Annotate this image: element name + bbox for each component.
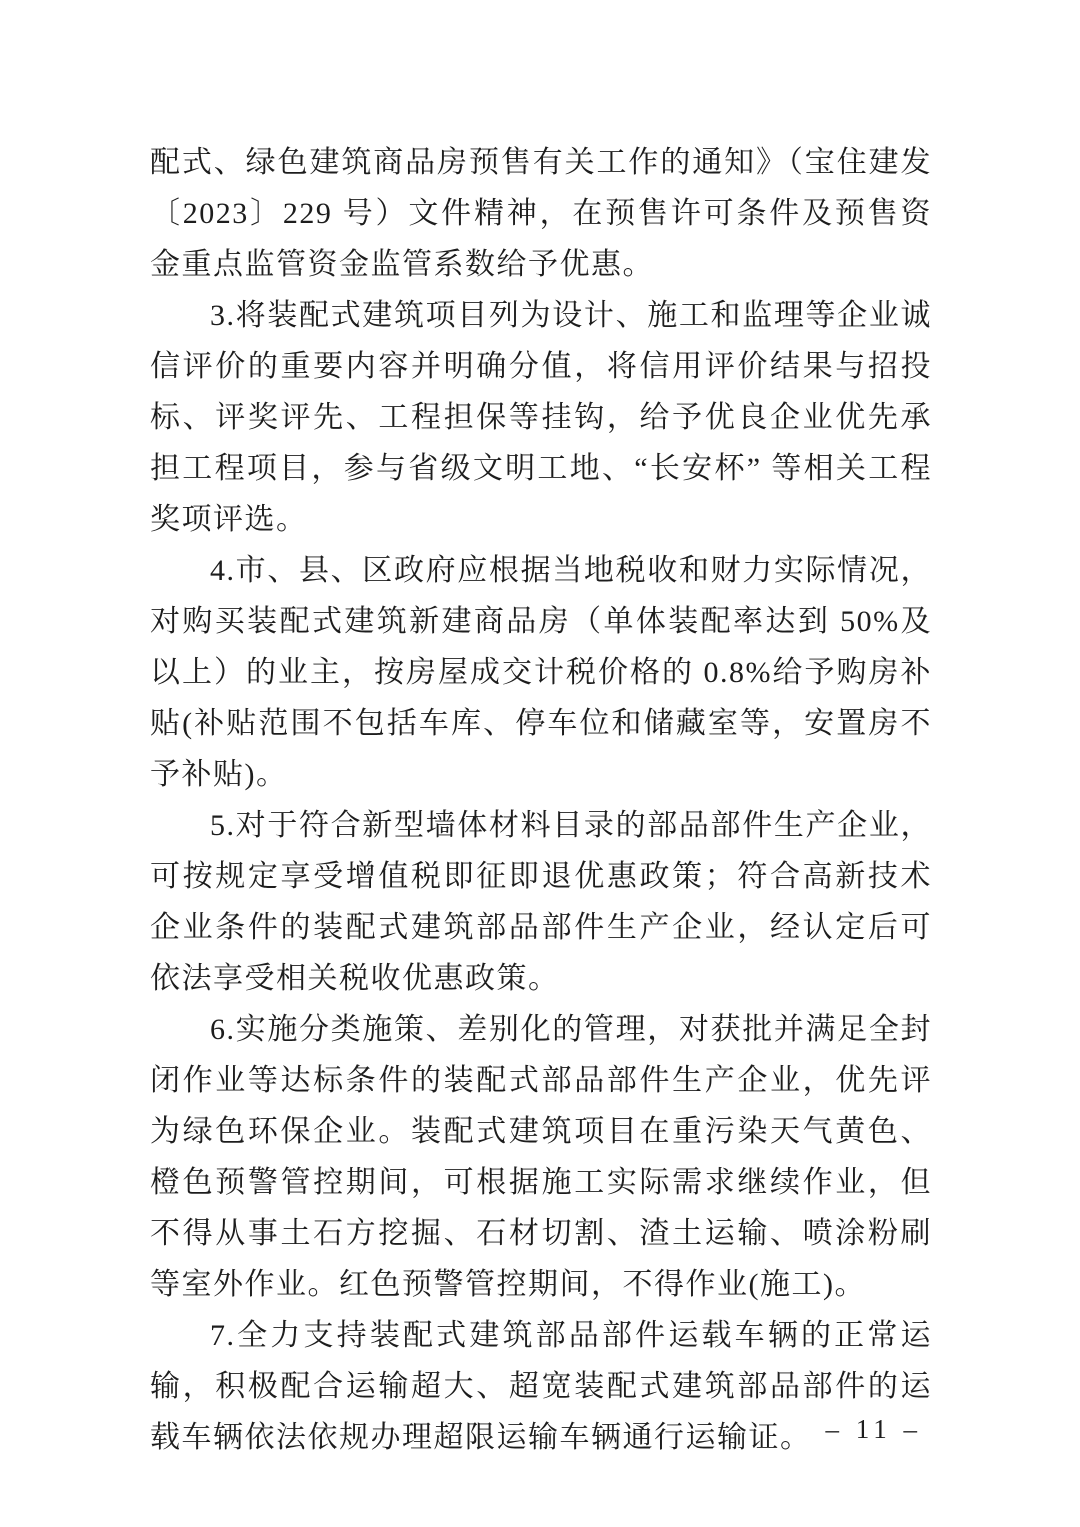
paragraph: 7.全力支持装配式建筑部品部件运载车辆的正常运输，积极配合运输超大、超宽装配式建筑部品部件的运载车辆依法依规办理超限运输车辆通行运输证。 bbox=[150, 1319, 932, 1454]
paragraph: 5.对于符合新型墙体材料目录的部品部件生产企业，可按规定享受增值税即征即退优惠政策；符合高新技术企业条件的装配式建筑部品部件生产企业，经认定后可依法享受相关税收优惠政策。 bbox=[150, 809, 932, 995]
paragraph: 4.市、县、区政府应根据当地税收和财力实际情况，对购买装配式建筑新建商品房（单体装配率达到 50%及以上）的业主，按房屋成交计税价格的 0.8%给予购房补贴(补贴范围不包括车库、停车位和储藏室等，安置房不予补贴)。 bbox=[150, 554, 932, 791]
paragraph: 配式、绿色建筑商品房预售有关工作的通知》（宝住建发〔2023〕229 号）文件精神，在预售许可条件及预售资金重点监管资金监管系数给予优惠。 bbox=[150, 146, 932, 281]
paragraph: 6.实施分类施策、差别化的管理，对获批并满足全封闭作业等达标条件的装配式部品部件生产企业，优先评为绿色环保企业。装配式建筑项目在重污染天气黄色、橙色预警管控期间，可根据施工实际需求继续作业，但不得从事土石方挖掘、石材切割、渣土运输、喷涂粉刷等室外作业。红色预警管控期间，不得作业(施工)。 bbox=[150, 1013, 932, 1301]
paragraph: 3.将装配式建筑项目列为设计、施工和监理等企业诚信评价的重要内容并明确分值，将信用评价结果与招投标、评奖评先、工程担保等挂钩，给予优良企业优先承担工程项目，参与省级文明工地、“长安杯” 等相关工程奖项评选。 bbox=[150, 299, 932, 536]
document-body bbox=[150, 137, 932, 1463]
page-number: – 11 – bbox=[825, 1414, 922, 1444]
